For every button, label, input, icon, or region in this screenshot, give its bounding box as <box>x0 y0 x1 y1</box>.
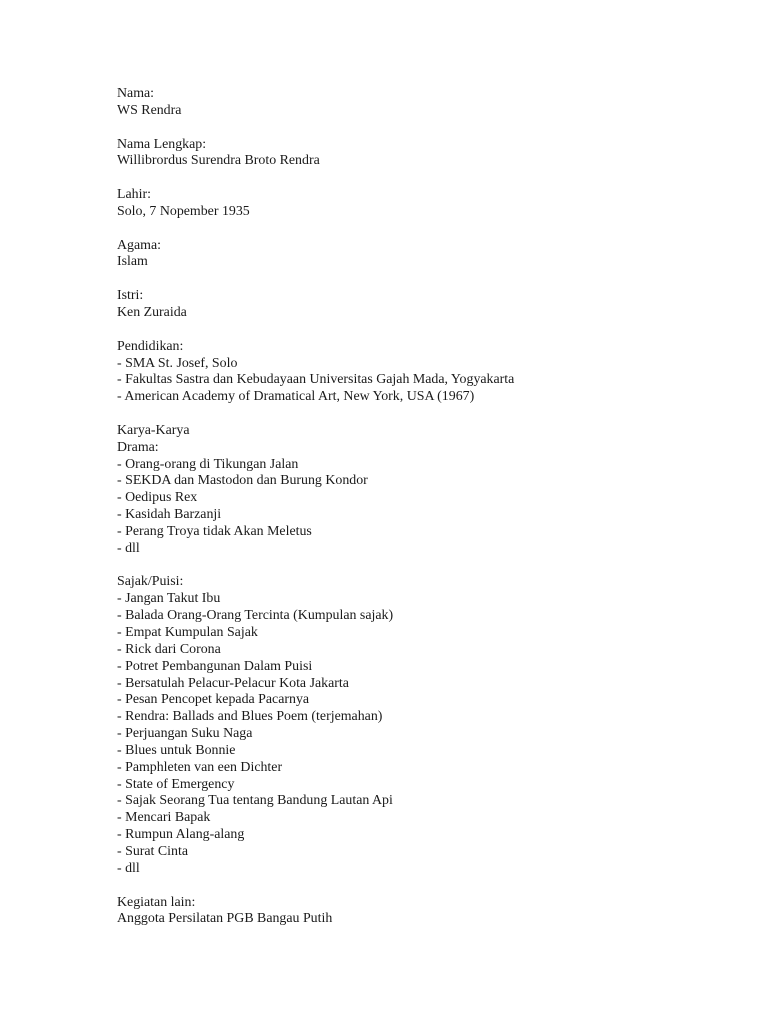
sajak-item: - Rick dari Corona <box>117 641 221 657</box>
spacer <box>117 120 737 137</box>
kegiatan-value: Anggota Persilatan PGB Bangau Putih <box>117 911 333 927</box>
drama-item: - Perang Troya tidak Akan Meletus <box>117 523 312 539</box>
spacer <box>117 406 737 423</box>
agama-value: Islam <box>117 254 148 270</box>
sajak-item: - State of Emergency <box>117 776 235 792</box>
sajak-item: - Pamphleten van een Dichter <box>117 759 283 775</box>
spacer <box>117 271 737 288</box>
agama-label: Agama: <box>117 237 161 253</box>
spacer <box>117 221 737 238</box>
lahir-value: Solo, 7 Nopember 1935 <box>117 203 250 219</box>
sajak-item: - Potret Pembangunan Dalam Puisi <box>117 658 313 674</box>
spacer <box>117 170 737 187</box>
istri-label: Istri: <box>117 288 144 304</box>
spacer <box>117 878 737 895</box>
sajak-item: - Jangan Takut Ibu <box>117 591 221 607</box>
spacer <box>117 322 737 339</box>
sajak-item: - Balada Orang-Orang Tercinta (Kumpulan sajak) <box>117 608 394 624</box>
drama-item: - SEKDA dan Mastodon dan Burung Kondor <box>117 473 368 489</box>
istri-value: Ken Zuraida <box>117 304 187 320</box>
sajak-item: - dll <box>117 860 140 876</box>
nama-lengkap-label: Nama Lengkap: <box>117 136 207 152</box>
drama-item: - Kasidah Barzanji <box>117 507 222 523</box>
drama-label: Drama: <box>117 439 159 455</box>
sajak-item: - Sajak Seorang Tua tentang Bandung Lautan Api <box>117 793 393 809</box>
sajak-item: - Blues untuk Bonnie <box>117 742 236 758</box>
drama-item: - dll <box>117 540 140 556</box>
pendidikan-item: - SMA St. Josef, Solo <box>117 355 238 371</box>
sajak-item: - Pesan Pencopet kepada Pacarnya <box>117 692 310 708</box>
nama-label: Nama: <box>117 86 155 101</box>
drama-item: - Orang-orang di Tikungan Jalan <box>117 456 299 472</box>
pendidikan-item: - Fakultas Sastra dan Kebudayaan Universitas Gajah Mada, Yogyakarta <box>117 372 515 388</box>
document-page <box>117 86 737 928</box>
pendidikan-item: - American Academy of Dramatical Art, New York, USA (1967) <box>117 389 475 405</box>
nama-value: WS Rendra <box>117 102 182 118</box>
sajak-label: Sajak/Puisi: <box>117 574 184 590</box>
sajak-item: - Bersatulah Pelacur-Pelacur Kota Jakarta <box>117 675 349 691</box>
sajak-item: - Perjuangan Suku Naga <box>117 726 253 742</box>
lahir-label: Lahir: <box>117 187 151 203</box>
karya-label: Karya-Karya <box>117 422 190 438</box>
sajak-item: - Empat Kumpulan Sajak <box>117 625 258 640</box>
sajak-item: - Surat Cinta <box>117 843 188 859</box>
sajak-item: - Rumpun Alang-alang <box>117 827 245 843</box>
sajak-item: - Mencari Bapak <box>117 810 211 826</box>
drama-item: - Oedipus Rex <box>117 490 198 506</box>
spacer <box>117 558 737 575</box>
kegiatan-label: Kegiatan lain: <box>117 894 196 910</box>
pendidikan-label: Pendidikan: <box>117 338 184 354</box>
nama-lengkap-value: Willibrordus Surendra Broto Rendra <box>117 153 320 169</box>
sajak-item: - Rendra: Ballads and Blues Poem (terjemahan) <box>117 709 383 725</box>
